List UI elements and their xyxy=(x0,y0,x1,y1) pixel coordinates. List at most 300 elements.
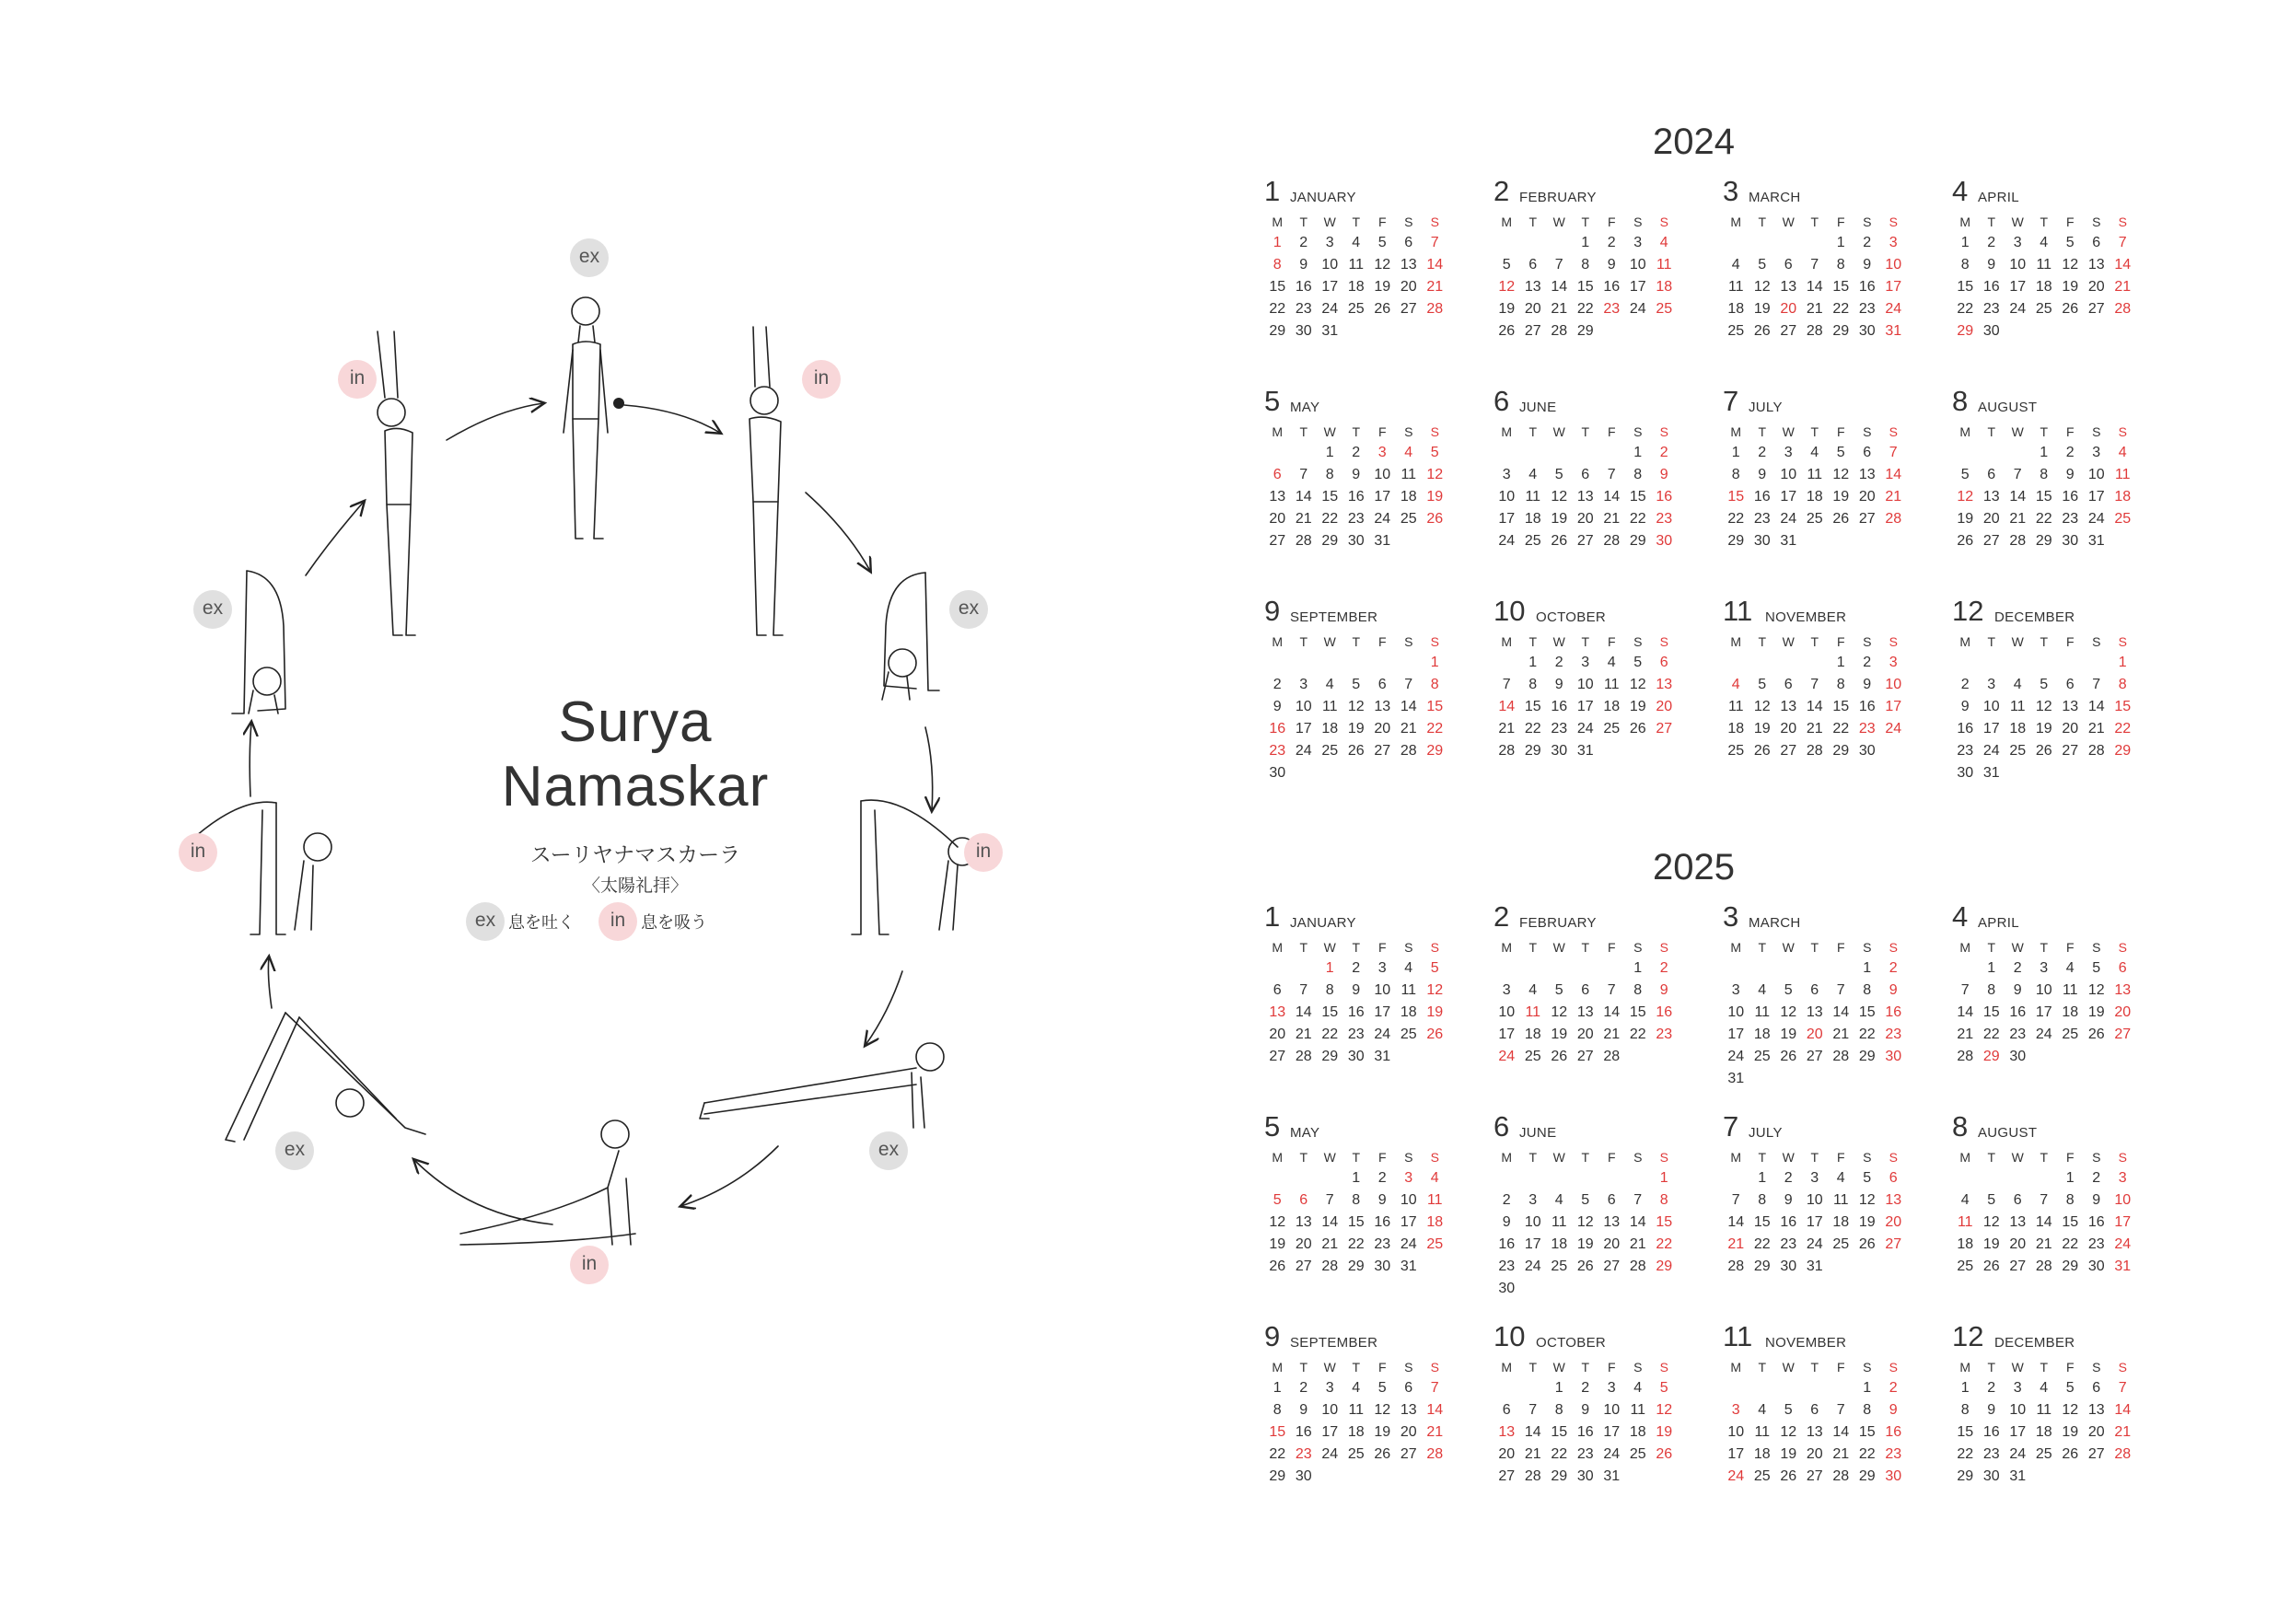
day-cell: 24 xyxy=(1374,1027,1391,1042)
day-cell: 15 xyxy=(1269,279,1286,295)
day-cell: 18 xyxy=(1321,721,1339,737)
weekday-label: F xyxy=(1607,215,1616,229)
day-cell: 6 xyxy=(1581,467,1590,482)
day-cell: 21 xyxy=(1885,489,1902,505)
day-cell: 29 xyxy=(1321,533,1339,549)
weekday-label: W xyxy=(1782,215,1795,229)
day-cell: 24 xyxy=(2009,301,2027,317)
day-cell: 7 xyxy=(1633,1192,1643,1208)
day-cell: 13 xyxy=(1498,1424,1516,1440)
day-cell: 26 xyxy=(2062,301,2079,317)
day-cell: 11 xyxy=(1630,1402,1646,1418)
day-cell: 30 xyxy=(1656,533,1673,549)
day-cell: 3 xyxy=(2092,445,2101,460)
breath-badge-in: in xyxy=(338,360,377,399)
day-cell: 27 xyxy=(1374,743,1391,759)
day-cell: 16 xyxy=(2087,1214,2105,1230)
day-cell: 8 xyxy=(1352,1192,1361,1208)
day-cell: 26 xyxy=(2087,1027,2105,1042)
day-cell: 24 xyxy=(1982,743,2000,759)
weekday-label: T xyxy=(1810,424,1819,439)
day-cell: 5 xyxy=(1273,1192,1282,1208)
day-cell: 3 xyxy=(1889,655,1898,670)
day-cell: 14 xyxy=(1295,489,1312,505)
weekday-label: S xyxy=(2092,634,2101,649)
day-cell: 4 xyxy=(1731,257,1740,273)
day-cell: 2 xyxy=(2013,960,2022,976)
day-cell: 10 xyxy=(2035,982,2052,998)
day-cell: 15 xyxy=(1524,699,1541,714)
month-calendar xyxy=(1493,597,1687,762)
weekday-label: W xyxy=(1782,1360,1795,1375)
day-cell: 31 xyxy=(1603,1468,1621,1484)
day-cell: 15 xyxy=(1576,279,1594,295)
day-cell: 26 xyxy=(1374,1446,1391,1462)
weekday-label: T xyxy=(1352,634,1361,649)
day-cell: 5 xyxy=(1784,1402,1793,1418)
day-cell: 22 xyxy=(1727,511,1745,527)
day-cell: 29 xyxy=(1753,1259,1771,1274)
day-cell: 28 xyxy=(1806,323,1823,339)
weekday-label: W xyxy=(1782,424,1795,439)
day-cell: 7 xyxy=(2013,467,2022,482)
day-cell: 10 xyxy=(1524,1214,1541,1230)
weekday-label: S xyxy=(1404,1150,1413,1165)
day-cell: 14 xyxy=(1524,1424,1541,1440)
day-cell: 16 xyxy=(1269,721,1286,737)
day-cell: 30 xyxy=(1295,323,1312,339)
month-calendar xyxy=(1493,902,1687,1068)
day-cell: 15 xyxy=(1551,1424,1568,1440)
day-cell: 18 xyxy=(1957,1236,1974,1252)
day-cell: 31 xyxy=(1321,323,1339,339)
day-cell: 27 xyxy=(2009,1259,2027,1274)
day-cell: 8 xyxy=(1273,257,1282,273)
day-cell: 5 xyxy=(1430,445,1439,460)
day-cell: 23 xyxy=(1295,1446,1312,1462)
day-cell: 9 xyxy=(1554,677,1563,692)
day-cell: 7 xyxy=(2118,235,2127,250)
weekday-label: S xyxy=(1430,424,1439,439)
day-cell: 26 xyxy=(1269,1259,1286,1274)
day-cell: 24 xyxy=(1629,301,1646,317)
day-cell: 25 xyxy=(1551,1259,1568,1274)
day-cell: 4 xyxy=(1404,960,1413,976)
day-cell: 22 xyxy=(1321,1027,1339,1042)
day-cell: 6 xyxy=(2118,960,2127,976)
day-cell: 7 xyxy=(2092,677,2101,692)
day-cell: 24 xyxy=(2035,1027,2052,1042)
arrow-6 xyxy=(681,1146,778,1206)
weekday-label: T xyxy=(1987,940,1996,955)
day-cell: 12 xyxy=(1957,489,1974,505)
weekday-label: S xyxy=(1633,1150,1643,1165)
day-cell: 9 xyxy=(1299,1402,1308,1418)
day-cell: 7 xyxy=(2118,1380,2127,1396)
day-cell: 11 xyxy=(1321,699,1338,714)
weekday-label: M xyxy=(1730,215,1742,229)
day-cell: 13 xyxy=(2087,257,2105,273)
day-cell: 25 xyxy=(1400,1027,1417,1042)
day-cell: 25 xyxy=(1603,721,1621,737)
day-cell: 10 xyxy=(1321,1402,1339,1418)
day-cell: 21 xyxy=(1400,721,1417,737)
day-cell: 8 xyxy=(1836,257,1845,273)
day-cell: 20 xyxy=(1269,511,1286,527)
month-calendar xyxy=(1493,387,1687,552)
day-cell: 9 xyxy=(1352,982,1361,998)
day-cell: 7 xyxy=(1810,677,1819,692)
day-cell: 4 xyxy=(2040,1380,2049,1396)
day-cell: 8 xyxy=(1960,1402,1970,1418)
weekday-label: F xyxy=(1607,1150,1616,1165)
weekday-label: S xyxy=(1404,424,1413,439)
day-cell: 1 xyxy=(1758,1170,1767,1186)
day-cell: 29 xyxy=(1832,323,1850,339)
day-cell: 22 xyxy=(1832,721,1850,737)
day-cell: 5 xyxy=(1987,1192,1996,1208)
day-cell: 16 xyxy=(1656,489,1673,505)
day-cell: 4 xyxy=(1528,467,1538,482)
weekday-label: T xyxy=(1810,1360,1819,1375)
month-number: 8 xyxy=(1952,385,1969,417)
month-number: 9 xyxy=(1264,595,1281,627)
day-cell: 12 xyxy=(1426,467,1444,482)
day-cell: 17 xyxy=(1603,1424,1621,1440)
day-cell: 16 xyxy=(1603,279,1621,295)
day-cell: 18 xyxy=(1832,1214,1850,1230)
breath-badge-in: in xyxy=(570,1246,609,1284)
day-cell: 19 xyxy=(1656,1424,1673,1440)
day-cell: 12 xyxy=(1347,699,1365,714)
day-cell: 17 xyxy=(1885,699,1902,714)
day-cell: 11 xyxy=(1401,467,1417,482)
day-cell: 1 xyxy=(1960,235,1970,250)
weekday-label: M xyxy=(1272,940,1284,955)
day-cell: 3 xyxy=(1987,677,1996,692)
day-cell: 15 xyxy=(1832,279,1850,295)
month-number: 12 xyxy=(1952,595,1984,627)
day-cell: 11 xyxy=(1832,1192,1849,1208)
day-cell: 2 xyxy=(1889,960,1898,976)
day-cell: 3 xyxy=(1784,445,1793,460)
poster-subtitle-katakana: スーリヤナマスカーラ xyxy=(529,842,741,866)
weekday-label: M xyxy=(1272,215,1284,229)
day-cell: 23 xyxy=(1885,1446,1902,1462)
day-cell: 14 xyxy=(1806,699,1823,714)
month-calendar xyxy=(1264,177,1458,342)
day-cell: 10 xyxy=(1982,699,2000,714)
weekday-label: T xyxy=(1581,940,1590,955)
day-cell: 16 xyxy=(1982,1424,2000,1440)
day-cell: 19 xyxy=(1780,1027,1797,1042)
day-cell: 13 xyxy=(1524,279,1541,295)
month-name: JULY xyxy=(1749,1125,1783,1141)
day-cell: 31 xyxy=(1780,533,1797,549)
day-cell: 17 xyxy=(1524,1236,1541,1252)
day-cell: 5 xyxy=(1633,655,1643,670)
day-cell: 12 xyxy=(2062,257,2079,273)
weekday-label: T xyxy=(1987,1360,1996,1375)
day-cell: 15 xyxy=(1426,699,1444,714)
day-cell: 29 xyxy=(1629,533,1646,549)
day-cell: 2 xyxy=(1987,235,1996,250)
day-cell: 20 xyxy=(1524,301,1541,317)
day-cell: 24 xyxy=(1780,511,1797,527)
day-cell: 6 xyxy=(1607,1192,1616,1208)
weekday-label: F xyxy=(1607,424,1616,439)
day-cell: 13 xyxy=(1806,1004,1823,1020)
day-cell: 19 xyxy=(1753,721,1771,737)
day-cell: 24 xyxy=(1806,1236,1823,1252)
month-name: JANUARY xyxy=(1290,190,1356,205)
day-cell: 7 xyxy=(1960,982,1970,998)
day-cell: 29 xyxy=(1321,1049,1339,1064)
day-cell: 11 xyxy=(1401,982,1417,998)
weekday-label: S xyxy=(2118,424,2127,439)
weekday-label: W xyxy=(1323,634,1336,649)
day-cell: 14 xyxy=(1603,1004,1621,1020)
day-cell: 21 xyxy=(1603,1027,1621,1042)
day-cell: 20 xyxy=(1656,699,1673,714)
day-cell: 6 xyxy=(1784,257,1793,273)
month-name: AUGUST xyxy=(1978,1125,2038,1141)
day-cell: 20 xyxy=(1400,1424,1417,1440)
day-cell: 26 xyxy=(1498,323,1516,339)
day-cell: 25 xyxy=(1832,1236,1850,1252)
day-cell: 14 xyxy=(2087,699,2105,714)
legend-in-badge: in xyxy=(599,902,637,941)
day-cell: 19 xyxy=(1629,699,1646,714)
day-cell: 8 xyxy=(1659,1192,1668,1208)
month-calendar xyxy=(1952,177,2145,342)
month-calendar xyxy=(1264,1112,1458,1278)
day-cell: 11 xyxy=(1807,467,1823,482)
day-cell: 6 xyxy=(1810,982,1819,998)
day-cell: 13 xyxy=(2114,982,2132,998)
day-cell: 17 xyxy=(1885,279,1902,295)
pose-forward-fold-right-icon xyxy=(882,573,939,700)
day-cell: 23 xyxy=(2062,511,2079,527)
day-cell: 15 xyxy=(1269,1424,1286,1440)
day-cell: 20 xyxy=(1576,511,1594,527)
weekday-label: M xyxy=(1501,634,1513,649)
day-cell: 25 xyxy=(1753,1049,1771,1064)
day-cell: 10 xyxy=(1806,1192,1823,1208)
day-cell: 28 xyxy=(1629,1259,1646,1274)
day-cell: 2 xyxy=(1758,445,1767,460)
breath-badge-ex: ex xyxy=(570,238,609,277)
day-cell: 1 xyxy=(1633,445,1643,460)
day-cell: 5 xyxy=(1352,677,1361,692)
day-cell: 28 xyxy=(1524,1468,1541,1484)
day-cell: 3 xyxy=(1810,1170,1819,1186)
weekday-label: S xyxy=(1430,940,1439,955)
weekday-label: T xyxy=(1528,215,1538,229)
day-cell: 5 xyxy=(1554,467,1563,482)
day-cell: 23 xyxy=(1269,743,1286,759)
day-cell: 31 xyxy=(1982,765,2000,781)
month-number: 5 xyxy=(1264,385,1281,417)
day-cell: 1 xyxy=(1430,655,1439,670)
day-cell: 7 xyxy=(1299,467,1308,482)
day-cell: 3 xyxy=(1502,982,1511,998)
day-cell: 16 xyxy=(1858,699,1876,714)
month-calendar xyxy=(1264,902,1458,1068)
weekday-label: M xyxy=(1730,1150,1742,1165)
weekday-label: S xyxy=(1659,424,1668,439)
arrow-10 xyxy=(306,502,364,575)
day-cell: 12 xyxy=(1498,279,1516,295)
month-name: MARCH xyxy=(1749,190,1801,205)
day-cell: 12 xyxy=(1656,1402,1673,1418)
day-cell: 2 xyxy=(1502,1192,1511,1208)
day-cell: 25 xyxy=(2114,511,2132,527)
weekday-label: S xyxy=(1633,1360,1643,1375)
weekday-label: T xyxy=(1352,940,1361,955)
day-cell: 16 xyxy=(1347,1004,1365,1020)
day-cell: 9 xyxy=(1659,982,1668,998)
day-cell: 23 xyxy=(1374,1236,1391,1252)
weekday-label: F xyxy=(1836,940,1845,955)
weekday-label: W xyxy=(2011,424,2024,439)
day-cell: 12 xyxy=(1858,1192,1876,1208)
day-cell: 24 xyxy=(1524,1259,1541,1274)
day-cell: 19 xyxy=(1982,1236,2000,1252)
day-cell: 1 xyxy=(1836,655,1845,670)
day-cell: 9 xyxy=(1960,699,1970,714)
breath-badge-in: in xyxy=(179,833,217,872)
pose-half-lift-left-icon xyxy=(189,802,331,934)
weekday-label: T xyxy=(1758,1360,1767,1375)
breath-legend xyxy=(466,902,731,941)
day-cell: 25 xyxy=(1806,511,1823,527)
day-cell: 7 xyxy=(1836,982,1845,998)
day-cell: 20 xyxy=(1295,1236,1312,1252)
day-cell: 6 xyxy=(1784,677,1793,692)
day-cell: 15 xyxy=(1656,1214,1673,1230)
day-cell: 4 xyxy=(1633,1380,1643,1396)
day-cell: 24 xyxy=(1576,721,1594,737)
day-cell: 21 xyxy=(1603,511,1621,527)
day-cell: 21 xyxy=(2114,279,2132,295)
day-cell: 22 xyxy=(1982,1027,2000,1042)
day-cell: 11 xyxy=(1656,257,1672,273)
day-cell: 3 xyxy=(1404,1170,1413,1186)
weekday-label: T xyxy=(1810,634,1819,649)
day-cell: 20 xyxy=(2009,1236,2027,1252)
arrow-4 xyxy=(925,727,933,810)
breath-badge-ex: ex xyxy=(949,590,988,629)
day-cell: 4 xyxy=(1352,1380,1361,1396)
day-cell: 18 xyxy=(1603,699,1621,714)
day-cell: 18 xyxy=(2035,1424,2052,1440)
weekday-label: W xyxy=(1323,424,1336,439)
day-cell: 5 xyxy=(1377,235,1387,250)
month-calendar xyxy=(1264,1322,1458,1488)
weekday-label: T xyxy=(1758,940,1767,955)
month-name: JULY xyxy=(1749,400,1783,415)
day-cell: 19 xyxy=(1753,301,1771,317)
day-cell: 28 xyxy=(1295,533,1312,549)
day-cell: 3 xyxy=(1299,677,1308,692)
weekday-label: M xyxy=(1959,1150,1971,1165)
day-cell: 10 xyxy=(1374,467,1391,482)
day-cell: 26 xyxy=(1551,533,1568,549)
day-cell: 8 xyxy=(1325,982,1334,998)
day-cell: 17 xyxy=(1295,721,1312,737)
day-cell: 2 xyxy=(1299,1380,1308,1396)
weekday-label: W xyxy=(1782,940,1795,955)
pose-downward-dog-icon xyxy=(226,1013,425,1142)
day-cell: 22 xyxy=(2114,721,2132,737)
day-cell: 12 xyxy=(1269,1214,1286,1230)
day-cell: 7 xyxy=(1607,467,1616,482)
day-cell: 22 xyxy=(1957,1446,1974,1462)
weekday-label: T xyxy=(1352,1360,1361,1375)
day-cell: 12 xyxy=(1551,1004,1568,1020)
weekday-label: S xyxy=(2092,1150,2101,1165)
day-cell: 17 xyxy=(1321,279,1339,295)
month-number: 4 xyxy=(1952,175,1969,207)
day-cell: 10 xyxy=(1727,1004,1745,1020)
day-cell: 22 xyxy=(1551,1446,1568,1462)
day-cell: 7 xyxy=(2040,1192,2049,1208)
day-cell: 9 xyxy=(1987,1402,1996,1418)
day-cell: 28 xyxy=(1400,743,1417,759)
day-cell: 8 xyxy=(1554,1402,1563,1418)
weekday-label: F xyxy=(2065,424,2075,439)
month-number: 1 xyxy=(1264,900,1281,933)
month-calendar xyxy=(1952,902,2145,1068)
day-cell: 29 xyxy=(2035,533,2052,549)
day-cell: 11 xyxy=(1754,1004,1771,1020)
month-number: 11 xyxy=(1723,1320,1753,1352)
day-cell: 17 xyxy=(1727,1027,1745,1042)
month-calendar xyxy=(1723,177,1916,342)
day-cell: 7 xyxy=(1810,257,1819,273)
day-cell: 10 xyxy=(1498,489,1516,505)
day-cell: 9 xyxy=(1607,257,1616,273)
day-cell: 24 xyxy=(1727,1049,1745,1064)
weekday-label: W xyxy=(1323,1360,1336,1375)
weekday-label: T xyxy=(1581,1360,1590,1375)
day-cell: 4 xyxy=(1836,1170,1845,1186)
day-cell: 21 xyxy=(1832,1027,1850,1042)
day-cell: 8 xyxy=(1863,1402,1872,1418)
day-cell: 18 xyxy=(1524,1027,1541,1042)
weekday-label: W xyxy=(1552,940,1565,955)
arrow-3 xyxy=(806,493,870,571)
day-cell: 4 xyxy=(2065,960,2075,976)
day-cell: 22 xyxy=(1957,301,1974,317)
day-cell: 18 xyxy=(1727,301,1745,317)
month-name: MARCH xyxy=(1749,915,1801,931)
day-cell: 25 xyxy=(1400,511,1417,527)
day-cell: 25 xyxy=(1753,1468,1771,1484)
day-cell: 24 xyxy=(1295,743,1312,759)
day-cell: 30 xyxy=(1347,533,1365,549)
day-cell: 20 xyxy=(1498,1446,1516,1462)
day-cell: 26 xyxy=(2035,743,2052,759)
day-cell: 26 xyxy=(1374,301,1391,317)
month-number: 10 xyxy=(1493,595,1526,627)
weekday-label: T xyxy=(2040,1360,2049,1375)
weekday-label: S xyxy=(1633,634,1643,649)
day-cell: 4 xyxy=(2118,445,2127,460)
day-cell: 18 xyxy=(2114,489,2132,505)
day-cell: 27 xyxy=(1576,533,1594,549)
